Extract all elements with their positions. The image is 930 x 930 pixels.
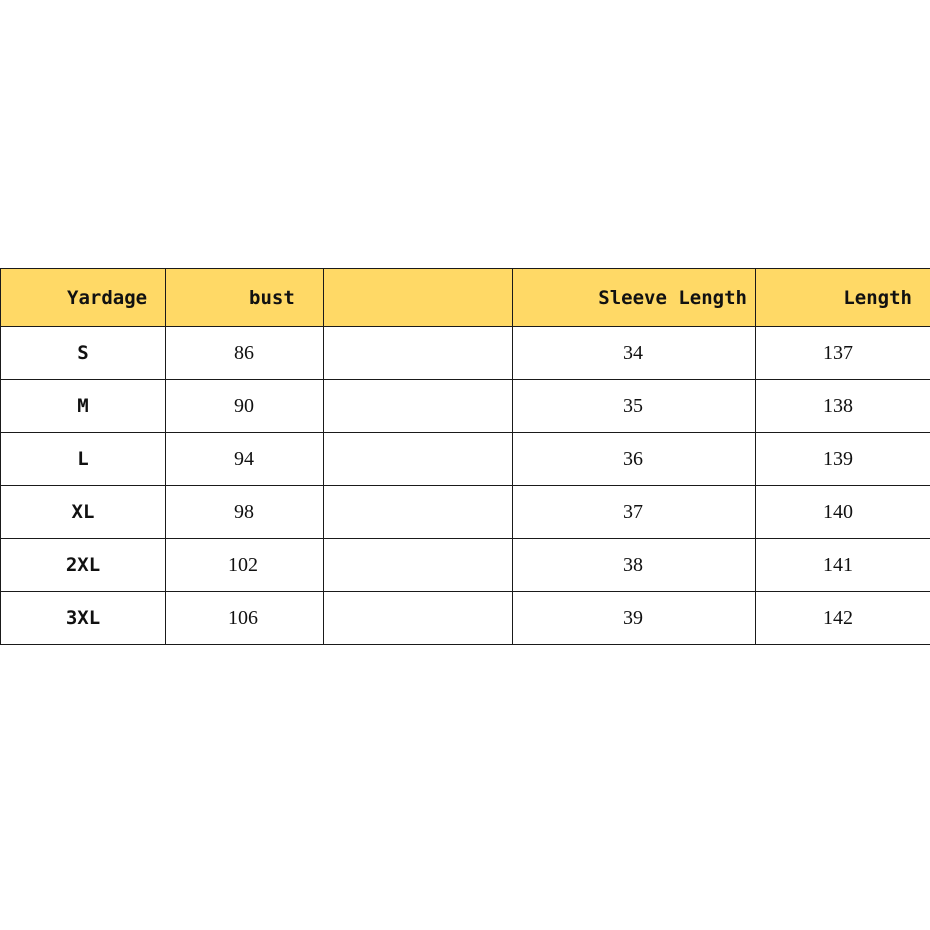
size-cell: 2XL (1, 539, 166, 592)
header-yardage: Yardage (1, 269, 166, 327)
header-row (1, 269, 930, 327)
size-chart-body (1, 327, 930, 645)
blank-cell (324, 592, 513, 645)
blank-cell (324, 380, 513, 433)
bust-cell: 106 (166, 592, 324, 645)
length-cell: 137 (756, 327, 930, 380)
bust-cell: 102 (166, 539, 324, 592)
header-length: Length (756, 269, 930, 327)
length-cell: 140 (756, 486, 930, 539)
header-sleeve-length: Sleeve Length (513, 269, 756, 327)
table-row (1, 380, 930, 433)
table-row (1, 327, 930, 380)
table-row (1, 433, 930, 486)
blank-cell (324, 327, 513, 380)
bust-cell: 98 (166, 486, 324, 539)
header-blank (324, 269, 513, 327)
size-cell: 3XL (1, 592, 166, 645)
bust-cell: 86 (166, 327, 324, 380)
bust-cell: 90 (166, 380, 324, 433)
length-cell: 141 (756, 539, 930, 592)
length-cell: 138 (756, 380, 930, 433)
table-row (1, 539, 930, 592)
size-cell: S (1, 327, 166, 380)
blank-cell (324, 433, 513, 486)
length-cell: 142 (756, 592, 930, 645)
bust-cell: 94 (166, 433, 324, 486)
sleeve-length-cell: 35 (513, 380, 756, 433)
blank-cell (324, 486, 513, 539)
blank-cell (324, 539, 513, 592)
length-cell: 139 (756, 433, 930, 486)
sleeve-length-cell: 37 (513, 486, 756, 539)
size-chart-table (0, 268, 930, 645)
sleeve-length-cell: 34 (513, 327, 756, 380)
size-cell: L (1, 433, 166, 486)
table-row (1, 486, 930, 539)
size-chart-header (1, 269, 930, 327)
sleeve-length-cell: 39 (513, 592, 756, 645)
size-cell: M (1, 380, 166, 433)
sleeve-length-cell: 38 (513, 539, 756, 592)
header-bust: bust (166, 269, 324, 327)
sleeve-length-cell: 36 (513, 433, 756, 486)
table-row (1, 592, 930, 645)
size-cell: XL (1, 486, 166, 539)
